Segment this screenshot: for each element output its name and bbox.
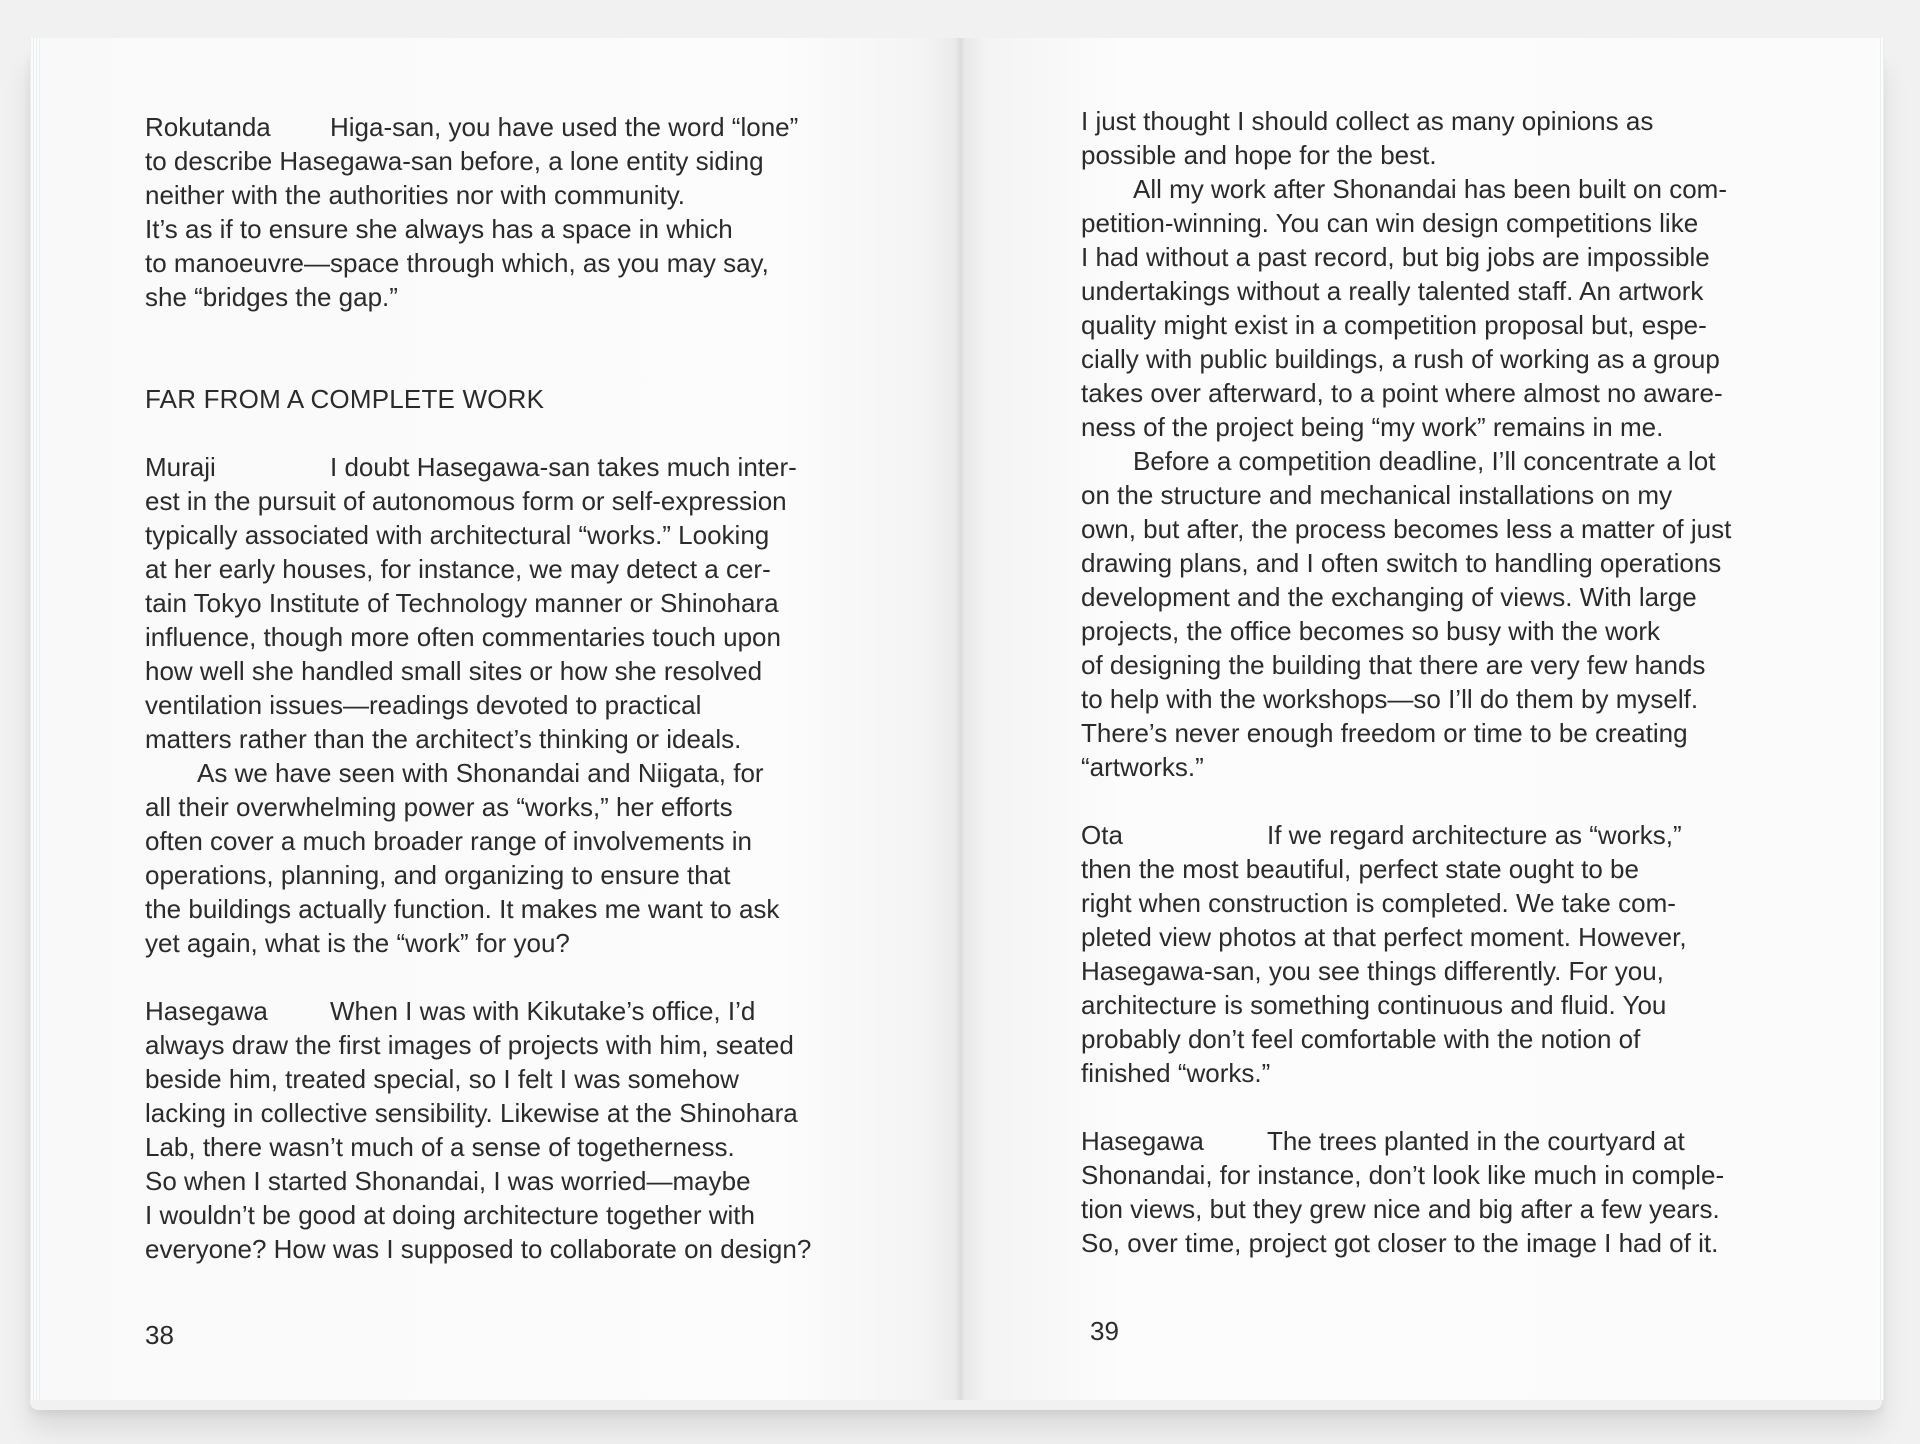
paragraph-line: projects, the office becomes so busy with the work xyxy=(1081,616,1661,646)
paragraph-line: pleted view photos at that perfect moment. However, xyxy=(1081,922,1687,952)
paragraph-line: Hasegawa-san, you see things differently. For you, xyxy=(1081,956,1664,986)
page-number-right: 39 xyxy=(1090,1316,1119,1346)
speaker-name: Hasegawa xyxy=(1081,1126,1204,1156)
paragraph-line: I just thought I should collect as many opinions as xyxy=(1081,106,1654,136)
paragraph-line: then the most beautiful, perfect state ought to be xyxy=(1081,854,1639,884)
spacer xyxy=(145,416,865,450)
paragraph-line: to describe Hasegawa-san before, a lone entity siding xyxy=(145,146,764,176)
paragraph-line: quality might exist in a competition proposal but, espe- xyxy=(1081,310,1707,340)
paragraph-line: yet again, what is the “work” for you? xyxy=(145,928,570,958)
paragraph-line: on the structure and mechanical installations on my xyxy=(1081,480,1673,510)
paragraph-line xyxy=(1081,1124,1801,1158)
paragraph-line: ness of the project being “my work” remains in me. xyxy=(1081,412,1664,442)
paragraph-line: So when I started Shonandai, I was worried—maybe xyxy=(145,1166,751,1196)
paragraph-line: drawing plans, and I often switch to handling operations xyxy=(1081,548,1722,578)
left-page-text xyxy=(145,110,865,1266)
paragraph-line: I wouldn’t be good at doing architecture together with xyxy=(145,1200,755,1230)
paragraph-line: possible and hope for the best. xyxy=(1081,140,1437,170)
page-edges-left xyxy=(30,38,40,1400)
paragraph-line: As we have seen with Shonandai and Niigata, for xyxy=(197,758,764,788)
paragraph-line: I had without a past record, but big jobs are impossible xyxy=(1081,242,1710,272)
paragraph-line: ventilation issues—readings devoted to practical xyxy=(145,690,702,720)
right-page-text xyxy=(1081,104,1801,1260)
paragraph-line: It’s as if to ensure she always has a space in which xyxy=(145,214,733,244)
paragraph-line: development and the exchanging of views. With large xyxy=(1081,582,1697,612)
hasegawa-continued-block xyxy=(1081,104,1801,784)
hasegawa-block-right xyxy=(1081,1124,1801,1260)
paragraph-text: The trees planted in the courtyard at xyxy=(1267,1126,1685,1156)
spacer xyxy=(1081,784,1801,818)
hasegawa-block xyxy=(145,994,865,1266)
paragraph-line: often cover a much broader range of involvements in xyxy=(145,826,753,856)
paragraph-line xyxy=(1081,818,1801,852)
paragraph-line: matters rather than the architect’s thinking or ideals. xyxy=(145,724,742,754)
paragraph-line xyxy=(145,994,865,1028)
ota-block xyxy=(1081,818,1801,1090)
paragraph-line: undertakings without a really talented staff. An artwork xyxy=(1081,276,1704,306)
paragraph-line: beside him, treated special, so I felt I was somehow xyxy=(145,1064,739,1094)
paragraph-line: There’s never enough freedom or time to be creating xyxy=(1081,718,1688,748)
paragraph-text: I doubt Hasegawa-san takes much inter- xyxy=(330,452,797,482)
paragraph-line xyxy=(145,450,865,484)
speaker-name: Hasegawa xyxy=(145,996,268,1026)
paragraph-line: she “bridges the gap.” xyxy=(145,282,398,312)
spacer xyxy=(145,960,865,994)
paragraph-line: takes over afterward, to a point where almost no aware- xyxy=(1081,378,1723,408)
paragraph-line xyxy=(145,110,865,144)
spacer xyxy=(145,314,865,382)
paragraph-line: est in the pursuit of autonomous form or self-expression xyxy=(145,486,787,516)
paragraph-line: how well she handled small sites or how she resolved xyxy=(145,656,763,686)
paragraph-line: cially with public buildings, a rush of working as a group xyxy=(1081,344,1720,374)
paragraph-line: tain Tokyo Institute of Technology manner or Shinohara xyxy=(145,588,779,618)
paragraph-line: lacking in collective sensibility. Likewise at the Shinohara xyxy=(145,1098,798,1128)
paragraph-line: typically associated with architectural “works.” Looking xyxy=(145,520,770,550)
muraji-block xyxy=(145,450,865,960)
speaker-name: Muraji xyxy=(145,452,216,482)
paragraph-line: all their overwhelming power as “works,” her efforts xyxy=(145,792,733,822)
paragraph-line: influence, though more often commentaries touch upon xyxy=(145,622,781,652)
paragraph-line: operations, planning, and organizing to ensure that xyxy=(145,860,731,890)
paragraph-text: When I was with Kikutake’s office, I’d xyxy=(330,996,756,1026)
paragraph-line: of designing the building that there are very few hands xyxy=(1081,650,1706,680)
paragraph-line: “artworks.” xyxy=(1081,752,1204,782)
paragraph-line: always draw the first images of projects with him, seated xyxy=(145,1030,794,1060)
paragraph-line: to help with the workshops—so I’ll do them by myself. xyxy=(1081,684,1699,714)
paragraph-line: everyone? How was I supposed to collaborate on design? xyxy=(145,1234,812,1264)
paragraph-line: the buildings actually function. It makes me want to ask xyxy=(145,894,780,924)
paragraph-line: All my work after Shonandai has been built on com- xyxy=(1133,174,1727,204)
paragraph-line: neither with the authorities nor with community. xyxy=(145,180,685,210)
paragraph-line: to manoeuvre—space through which, as you may say, xyxy=(145,248,769,278)
paragraph-line: So, over time, project got closer to the image I had of it. xyxy=(1081,1228,1719,1258)
paragraph-line: petition-winning. You can win design competitions like xyxy=(1081,208,1699,238)
spacer xyxy=(1081,1090,1801,1124)
paragraph-line: Before a competition deadline, I’ll concentrate a lot xyxy=(1133,446,1716,476)
paragraph-line: probably don’t feel comfortable with the notion of xyxy=(1081,1024,1641,1054)
paragraph-line: finished “works.” xyxy=(1081,1058,1271,1088)
paragraph-text: If we regard architecture as “works,” xyxy=(1267,820,1682,850)
page-number-left: 38 xyxy=(145,1320,174,1350)
speaker-name: Ota xyxy=(1081,820,1123,850)
paragraph-text: Higa-san, you have used the word “lone” xyxy=(330,112,799,142)
speaker-name: Rokutanda xyxy=(145,112,271,142)
paragraph-line: architecture is something continuous and fluid. You xyxy=(1081,990,1667,1020)
paragraph-line: Lab, there wasn’t much of a sense of togetherness. xyxy=(145,1132,735,1162)
book-gutter xyxy=(955,38,965,1400)
rokutanda-block xyxy=(145,110,865,314)
paragraph-line: tion views, but they grew nice and big after a few years. xyxy=(1081,1194,1720,1224)
paragraph-line: Shonandai, for instance, don’t look like much in comple- xyxy=(1081,1160,1725,1190)
paragraph-line: at her early houses, for instance, we may detect a cer- xyxy=(145,554,771,584)
section-heading: FAR FROM A COMPLETE WORK xyxy=(145,384,545,414)
paragraph-line: right when construction is completed. We take com- xyxy=(1081,888,1676,918)
paragraph-line: own, but after, the process becomes less a matter of just xyxy=(1081,514,1732,544)
